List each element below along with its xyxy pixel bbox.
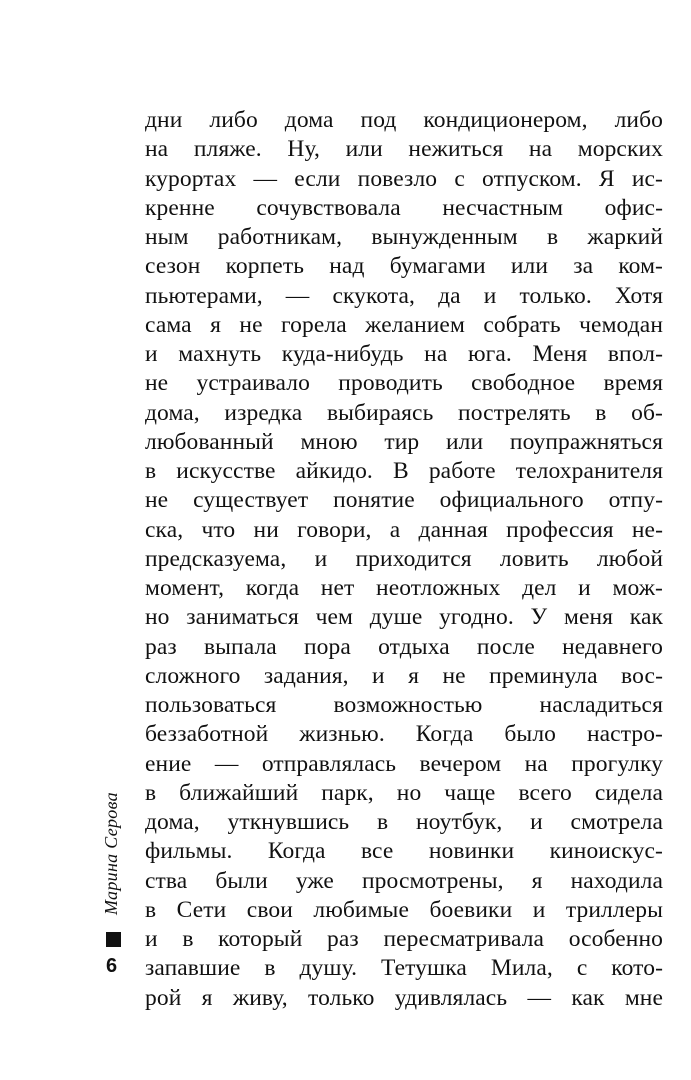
text-line: пользоваться возможностью насладиться xyxy=(145,692,663,718)
text-line: сезон корпеть над бумагами или за ком- xyxy=(145,253,663,280)
text-line: пьютерами, — скукота, да и только. Хотя xyxy=(145,282,663,309)
text-line: ение — отправлялась вечером на прогулку xyxy=(145,750,663,777)
text-line: фильмы. Когда все новинки киноискус- xyxy=(145,838,663,865)
text-line: и в который раз пересматривала особенно xyxy=(145,926,663,952)
text-line: и махнуть куда-нибудь на юга. Меня впол- xyxy=(145,341,663,367)
text-line: момент, когда нет неотложных дел и мож- xyxy=(145,575,663,601)
text-line: дни либо дома под кондиционером, либо xyxy=(145,107,663,133)
text-line: не устраивало проводить свободное время xyxy=(145,370,663,397)
text-line: ным работникам, вынужденным в жаркий xyxy=(145,224,663,250)
text-line: в ближайший парк, но чаще всего сидела xyxy=(145,779,663,806)
body-text xyxy=(145,106,663,1013)
text-line: сама я не горела желанием собрать чемодан xyxy=(145,311,663,338)
running-head-author: Марина Серова xyxy=(101,792,121,915)
text-line: на пляже. Ну, или нежиться на морских xyxy=(145,136,663,163)
text-line: любованный мною тир или поупражняться xyxy=(145,428,663,455)
text-line: запавшие в душу. Тетушка Мила, с кото- xyxy=(145,955,663,982)
square-marker-icon xyxy=(106,932,121,947)
text-line: в Сети свои любимые боевики и триллеры xyxy=(145,896,663,923)
page-number: 6 xyxy=(106,955,118,977)
text-line: раз выпала пора отдыха после недавнего xyxy=(145,633,663,660)
text-line: но заниматься чем душе угодно. У меня как xyxy=(145,604,663,631)
text-line: кренне сочувствовала несчастным офис- xyxy=(145,194,663,221)
text-line: не существует понятие официального отпу- xyxy=(145,487,663,514)
text-line: ства были уже просмотрены, я находила xyxy=(145,867,663,894)
text-line: сложного задания, и я не преминула вос- xyxy=(145,662,663,689)
text-line: беззаботной жизнью. Когда было настро- xyxy=(145,721,663,748)
text-line: рой я живу, только удивлялась — как мне xyxy=(145,984,663,1011)
text-line: предсказуема, и приходится ловить любой xyxy=(145,545,663,572)
text-line: курортах — если повезло с отпуском. Я ис- xyxy=(145,165,663,192)
text-line: дома, уткнувшись в ноутбук, и смотрела xyxy=(145,809,663,835)
text-line: ска, что ни говори, а данная профессия не- xyxy=(145,516,663,543)
text-line: дома, изредка выбираясь пострелять в об- xyxy=(145,399,663,426)
text-line: в искусстве айкидо. В работе телохранителя xyxy=(145,458,663,484)
